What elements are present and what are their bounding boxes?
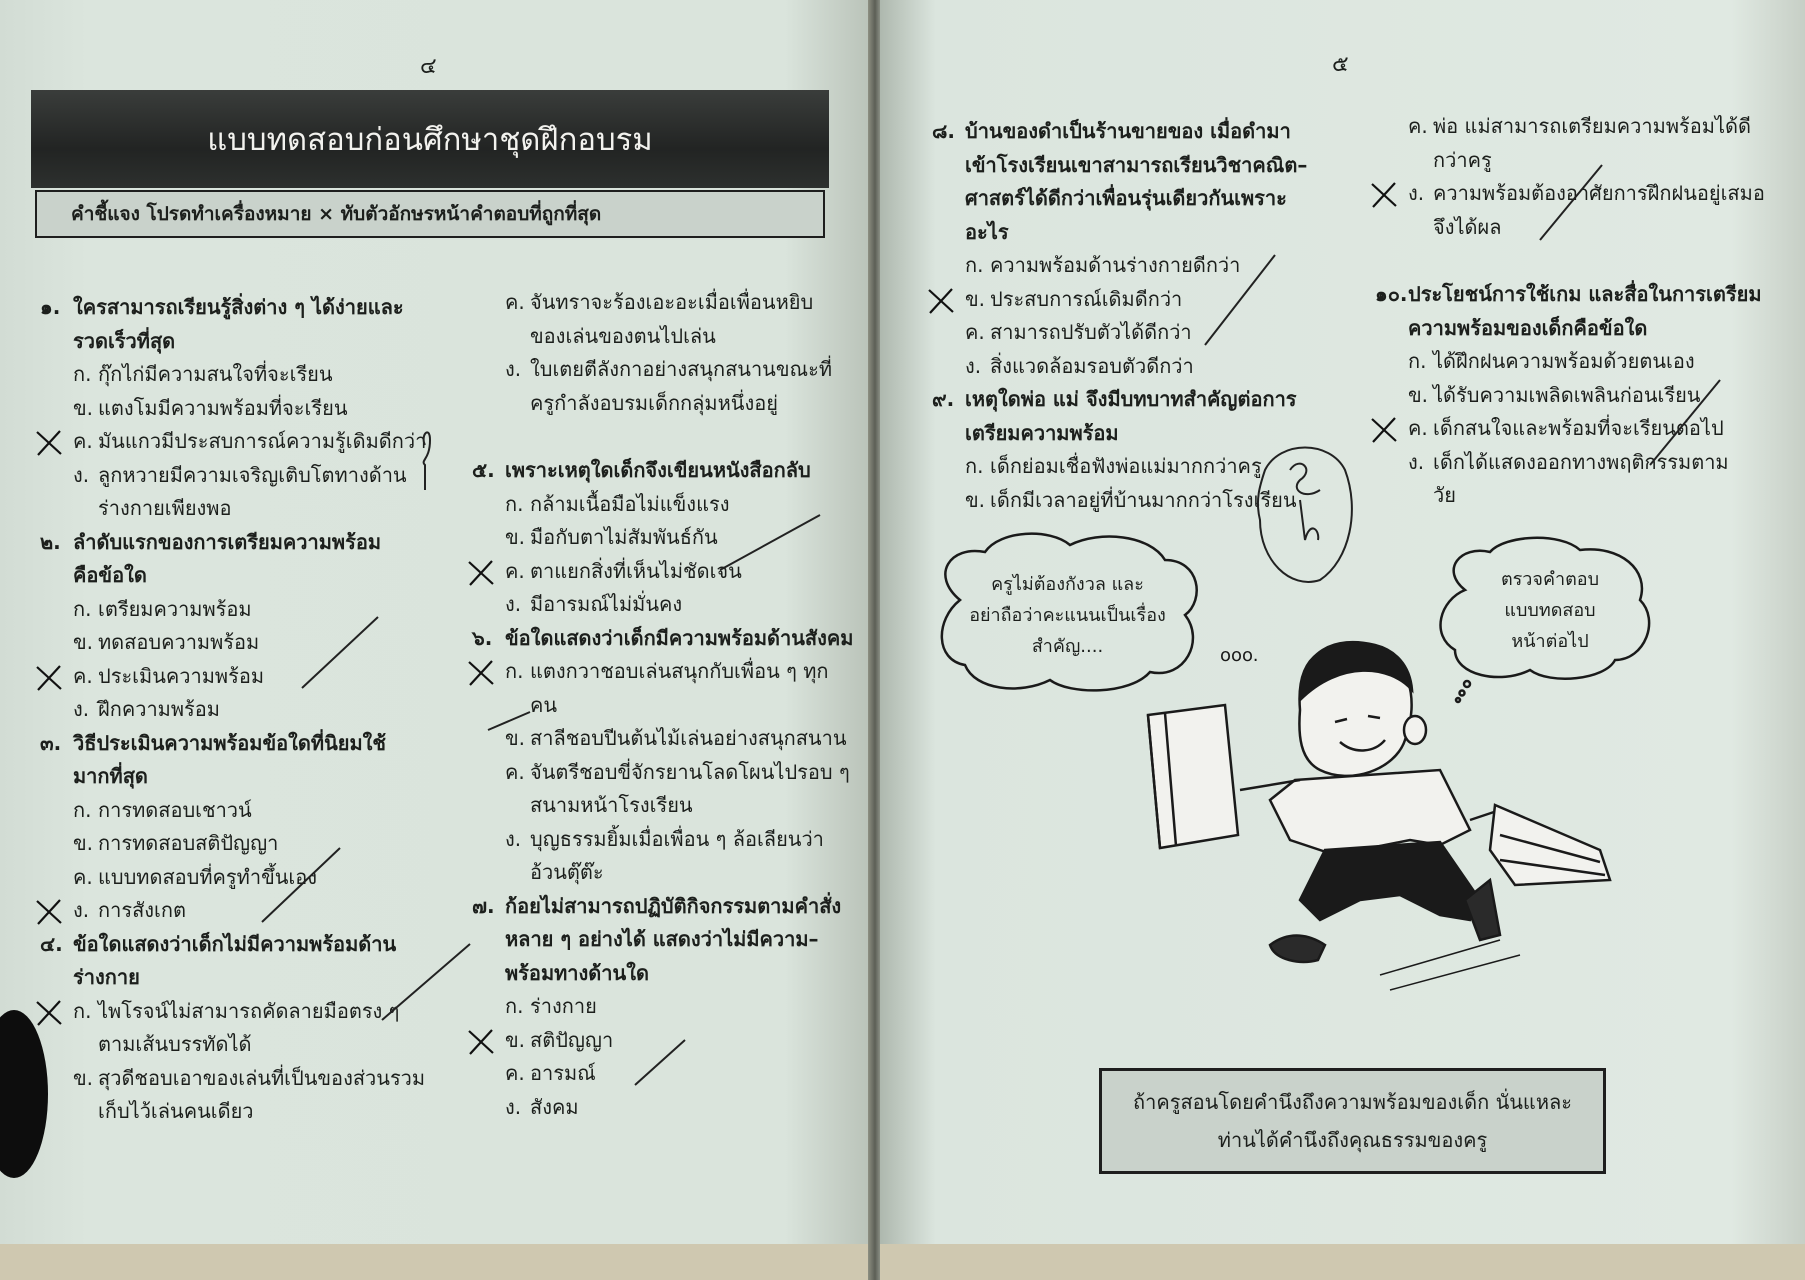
- option-letter: ค.: [73, 864, 93, 889]
- question-number: ๑๐.: [1375, 282, 1408, 306]
- option-line: [73, 1028, 426, 1062]
- answer-option[interactable]: [932, 450, 1307, 484]
- answer-option[interactable]: [932, 249, 1307, 283]
- answer-option[interactable]: [1375, 177, 1765, 244]
- option-line: [73, 358, 426, 392]
- option-line: [505, 990, 853, 1024]
- option-letter: ค.: [1408, 416, 1428, 440]
- option-text: สนามหน้าโรงเรียน: [530, 793, 693, 817]
- x-mark-icon: [926, 287, 956, 315]
- option-line: [965, 249, 1307, 283]
- option-text: ของเล่นของตนไปเล่น: [530, 323, 716, 348]
- question-number: ๑.: [40, 295, 61, 319]
- option-text: เด็กสนใจและพร้อมที่จะเรียนต่อไป: [1433, 416, 1724, 440]
- answer-option[interactable]: [40, 593, 426, 627]
- option-letter: ง.: [73, 697, 90, 721]
- option-letter: ง.: [965, 353, 982, 378]
- option-letter: ง.: [1408, 449, 1425, 474]
- option-line: [505, 521, 853, 555]
- question-column: [40, 291, 426, 1129]
- question-line: [40, 291, 426, 325]
- option-line: [73, 492, 426, 526]
- option-letter: ค.: [73, 429, 93, 453]
- question-text: รวดเร็วที่สุด: [73, 328, 176, 353]
- question: [472, 890, 853, 991]
- question-number: ๒.: [40, 529, 61, 554]
- question: [40, 928, 426, 995]
- question-line: [932, 417, 1307, 451]
- question-text: ความพร้อมของเด็กคือข้อใด: [1408, 315, 1648, 340]
- answer-option[interactable]: [1375, 345, 1765, 379]
- option-text: ร่างกาย: [530, 994, 597, 1018]
- question-text: ข้อใดแสดงว่าเด็กมีความพร้อมด้านสังคม: [505, 625, 854, 650]
- option-line: [1408, 177, 1765, 211]
- option-text: แตงกวาชอบเล่นสนุกกับเพื่อน ๆ ทุก: [530, 659, 829, 683]
- option-letter: ค.: [965, 320, 985, 344]
- option-letter: ก.: [505, 994, 524, 1018]
- option-letter: ข.: [965, 286, 986, 311]
- cloud-line: ตรวจคำตอบ: [1500, 568, 1600, 590]
- option-text: มือกับตาไม่สัมพันธ์กัน: [530, 525, 718, 549]
- question-text: พร้อมทางด้านใด: [505, 960, 649, 985]
- option-line: [505, 353, 853, 387]
- option-letter: ค.: [73, 663, 93, 688]
- option-letter: ก.: [505, 491, 524, 516]
- quote-line: ถ้าครูสอนโดยคำนึงถึงความพร้อมของเด็ก นั่นแหละ: [1132, 1090, 1573, 1114]
- option-line: [73, 894, 426, 928]
- answer-option[interactable]: [932, 316, 1307, 350]
- page-edge: [0, 1244, 872, 1280]
- question-column: [932, 115, 1307, 517]
- question-text: เตรียมความพร้อม: [965, 420, 1119, 445]
- question-text: อะไร: [965, 219, 1009, 244]
- question-text: คือข้อใด: [73, 563, 147, 587]
- question-line: [472, 622, 853, 656]
- option-line: [965, 484, 1307, 518]
- question: [472, 454, 853, 488]
- option-line: [73, 861, 426, 895]
- option-text: สังคม: [530, 1094, 579, 1119]
- x-mark-icon: [34, 999, 64, 1027]
- option-text: สติปัญญา: [530, 1027, 614, 1052]
- answer-option[interactable]: [472, 488, 853, 522]
- question-number: ๓.: [40, 730, 62, 755]
- option-letter: ข.: [73, 395, 94, 420]
- answer-option[interactable]: [472, 1024, 853, 1058]
- option-line: [505, 1091, 853, 1125]
- question-line: [932, 149, 1307, 183]
- option-line: [73, 425, 426, 459]
- option-letter: ข.: [965, 487, 986, 512]
- answer-option[interactable]: [472, 990, 853, 1024]
- option-line: [73, 794, 426, 828]
- option-letter: ก.: [965, 454, 984, 478]
- option-line: [1408, 479, 1765, 513]
- question-line: [932, 216, 1307, 250]
- cloud-line: ครูไม่ต้องกังวล และ: [991, 573, 1144, 595]
- answer-option[interactable]: [472, 756, 853, 823]
- option-letter: ค.: [505, 1061, 525, 1085]
- option-text: เตรียมความพร้อม: [98, 596, 252, 621]
- option-text: กล้ามเนื้อมือไม่แข็งแรง: [530, 491, 730, 516]
- cloud-right-text: [1460, 555, 1640, 665]
- option-line: [73, 459, 426, 493]
- option-text: เด็กย่อมเชื่อฟังพ่อแม่มากกว่าครู: [990, 454, 1262, 478]
- option-letter: ง.: [73, 898, 90, 922]
- page-number: ๕: [1332, 52, 1349, 77]
- option-letter: ก.: [965, 253, 984, 277]
- question-text: หลาย ๆ อย่างได้ แสดงว่าไม่มีความ–: [505, 927, 819, 951]
- option-text: จันตรีชอบขี่จักรยานโลดโผนไปรอบ ๆ: [530, 759, 850, 784]
- question-line: [472, 890, 853, 924]
- question-text: ใครสามารถเรียนรู้สิ่งต่าง ๆ ได้ง่ายและ: [73, 295, 404, 319]
- answer-option[interactable]: [1375, 110, 1765, 177]
- instructions: คำชี้แจง โปรดทำเครื่องหมาย × ทับตัวอักษรหน้าคำตอบที่ถูกที่สุด: [35, 190, 825, 238]
- option-line: [505, 555, 853, 589]
- option-letter: ข.: [73, 630, 94, 654]
- answer-option[interactable]: [40, 1062, 426, 1129]
- answer-option[interactable]: [472, 588, 853, 622]
- answer-option[interactable]: [472, 722, 853, 756]
- option-line: [505, 588, 853, 622]
- answer-option[interactable]: [40, 459, 426, 526]
- cloud-line: แบบทดสอบ: [1504, 599, 1596, 621]
- option-line: [505, 823, 853, 857]
- option-line: [505, 689, 853, 723]
- question-line: [1375, 278, 1765, 312]
- question-text: ลำดับแรกของการเตรียมความพร้อม: [73, 529, 382, 554]
- answer-option[interactable]: [472, 353, 853, 420]
- question-text: เข้าโรงเรียนเขาสามารถเรียนวิชาคณิต–: [965, 152, 1308, 177]
- option-text: ทดสอบความพร้อม: [98, 630, 260, 654]
- question-line: [1375, 312, 1765, 346]
- question-line: [40, 325, 426, 359]
- option-line: [73, 995, 426, 1029]
- question-number: ๕.: [472, 458, 495, 482]
- question-text: ก้อยไม่สามารถปฏิบัติกิจกรรมตามคำสั่ง: [505, 893, 842, 918]
- option-text: ตาแยกสิ่งที่เห็นไม่ชัดเจน: [530, 558, 742, 583]
- option-text: ใบเตยตีลังกาอย่างสนุกสนานขณะที่: [530, 357, 833, 381]
- option-text: ลูกหวายมีความเจริญเติบโตทางด้าน: [98, 462, 407, 487]
- option-text: เด็กมีเวลาอยู่ที่บ้านมากกว่าโรงเรียน: [990, 487, 1297, 512]
- x-mark-icon: [466, 559, 496, 587]
- x-mark-icon: [1369, 416, 1399, 444]
- option-text: วัย: [1433, 483, 1456, 507]
- question: [472, 622, 853, 656]
- option-line: [505, 286, 853, 320]
- option-letter: ค.: [505, 558, 525, 583]
- option-line: [505, 1024, 853, 1058]
- answer-option[interactable]: [40, 660, 426, 694]
- thought-dots: ooo.: [1220, 645, 1259, 666]
- question-line: [40, 928, 426, 962]
- option-text: อารมณ์: [530, 1061, 596, 1085]
- question-text: วิธีประเมินความพร้อมข้อใดที่นิยมใช้: [73, 730, 386, 755]
- option-text: เก็บไว้เล่นคนเดียว: [98, 1099, 254, 1123]
- question-line: [40, 961, 426, 995]
- option-letter: ก.: [73, 797, 92, 822]
- answer-option[interactable]: [932, 350, 1307, 384]
- option-text: ฝึกความพร้อม: [98, 697, 220, 721]
- option-text: แตงโมมีความพร้อมที่จะเรียน: [98, 395, 348, 420]
- question-line: [472, 923, 853, 957]
- answer-option[interactable]: [1375, 446, 1765, 513]
- option-text: สิ่งแวดล้อมรอบตัวดีกว่า: [990, 353, 1194, 378]
- option-letter: ง.: [505, 826, 522, 851]
- answer-option[interactable]: [40, 861, 426, 895]
- option-text: การสังเกต: [98, 898, 186, 922]
- option-line: [505, 789, 853, 823]
- question-number: ๔.: [40, 931, 63, 956]
- x-mark-icon: [466, 659, 496, 687]
- option-line: [73, 693, 426, 727]
- question-line: [40, 727, 426, 761]
- option-line: [73, 827, 426, 861]
- option-text: ไพโรจน์ไม่สามารถคัดลายมือตรง ๆ: [98, 998, 400, 1023]
- option-letter: ง.: [505, 357, 522, 381]
- answer-option[interactable]: [472, 1057, 853, 1091]
- question-line: [932, 383, 1307, 417]
- option-text: อ้วนตุ๊ต๊ะ: [530, 860, 604, 884]
- answer-option[interactable]: [932, 283, 1307, 317]
- option-letter: ค.: [505, 759, 525, 784]
- option-letter: ง.: [505, 1094, 522, 1119]
- question: [40, 526, 426, 593]
- question-line: [932, 115, 1307, 149]
- option-text: ตามเส้นบรรทัดได้: [98, 1032, 252, 1056]
- option-text: ประสบการณ์เดิมดีกว่า: [990, 286, 1183, 311]
- cloud-line: สำคัญ....: [1031, 635, 1104, 657]
- option-line: [505, 320, 853, 354]
- option-line: [73, 1095, 426, 1129]
- option-letter: ข.: [73, 831, 94, 855]
- option-text: สามารถปรับตัวได้ดีกว่า: [990, 320, 1192, 344]
- option-text: เด็กได้แสดงออกทางพฤติกรรมตาม: [1433, 449, 1729, 474]
- question-line: [40, 760, 426, 794]
- option-line: [505, 488, 853, 522]
- option-letter: ข.: [505, 525, 526, 549]
- answer-option[interactable]: [472, 655, 853, 722]
- option-line: [73, 593, 426, 627]
- option-letter: ก.: [73, 596, 92, 621]
- option-line: [1408, 446, 1765, 480]
- question-line: [472, 454, 853, 488]
- test-title: แบบทดสอบก่อนศึกษาชุดฝึกอบรม: [31, 90, 829, 188]
- option-letter: ค.: [505, 290, 525, 314]
- option-text: สุวดีชอบเอาของเล่นที่เป็นของส่วนรวม: [98, 1065, 426, 1090]
- question-line: [40, 559, 426, 593]
- question-number: ๘.: [932, 119, 956, 143]
- question: [40, 291, 426, 358]
- x-mark-icon: [34, 429, 64, 457]
- question-line: [472, 957, 853, 991]
- option-letter: ก.: [73, 998, 92, 1023]
- option-line: [1408, 211, 1765, 245]
- answer-option[interactable]: [1375, 379, 1765, 413]
- question-text: ประโยชน์การใช้เกม และสื่อในการเตรียม: [1408, 282, 1762, 306]
- option-letter: ก.: [1408, 349, 1427, 373]
- option-line: [73, 1062, 426, 1096]
- answer-option[interactable]: [40, 995, 426, 1062]
- option-text: ความพร้อมต้องอาศัยการฝึกฝนอยู่เสมอ: [1433, 181, 1765, 205]
- option-text: สาลีชอบปีนต้นไม้เล่นอย่างสนุกสนาน: [530, 726, 847, 750]
- option-line: [505, 387, 853, 421]
- question-column: [472, 286, 853, 1124]
- option-line: [1408, 412, 1765, 446]
- x-mark-icon: [1369, 181, 1399, 209]
- option-line: [1408, 110, 1765, 144]
- question-text: ข้อใดแสดงว่าเด็กไม่มีความพร้อมด้าน: [73, 931, 397, 956]
- option-line: [505, 722, 853, 756]
- question-text: ศาสตร์ได้ดีกว่าเพื่อนรุ่นเดียวกันเพราะ: [965, 186, 1287, 210]
- question-line: [932, 182, 1307, 216]
- page-edge: [880, 1244, 1805, 1280]
- question-number: ๗.: [472, 893, 495, 918]
- option-line: [965, 450, 1307, 484]
- answer-option[interactable]: [40, 827, 426, 861]
- question-text: เหตุใดพ่อ แม่ จึงมีบทบาทสำคัญต่อการ: [965, 387, 1297, 411]
- answer-option[interactable]: [40, 894, 426, 928]
- option-text: กว่าครู: [1433, 147, 1492, 172]
- option-text: มันแกวมีประสบการณ์ความรู้เดิมดีกว่า: [98, 429, 427, 453]
- option-letter: ง.: [505, 592, 522, 616]
- option-line: [1408, 144, 1765, 178]
- option-text: พ่อ แม่สามารถเตรียมความพร้อมได้ดี: [1433, 114, 1751, 138]
- option-letter: ข.: [73, 1065, 94, 1090]
- cloud-line: อย่าถือว่าคะแนนเป็นเรื่อง: [969, 604, 1166, 626]
- option-text: กุ๊กไก่มีความสนใจที่จะเรียน: [98, 362, 333, 386]
- option-line: [73, 626, 426, 660]
- question: [932, 115, 1307, 249]
- option-text: ครูกำลังอบรมเด็กกลุ่มหนึ่งอยู่: [530, 390, 778, 415]
- answer-option[interactable]: [40, 626, 426, 660]
- option-text: คน: [530, 692, 558, 717]
- option-letter: ข.: [505, 726, 526, 750]
- option-text: ได้ฝึกฝนความพร้อมด้วยตนเอง: [1433, 349, 1695, 373]
- quote-box: [1099, 1068, 1606, 1174]
- answer-option[interactable]: [932, 484, 1307, 518]
- question-number: ๖.: [472, 625, 493, 650]
- question-line: [40, 526, 426, 560]
- question-text: บ้านของดำเป็นร้านขายของ เมื่อดำมา: [965, 119, 1291, 143]
- x-mark-icon: [34, 664, 64, 692]
- left-page: [0, 0, 872, 1280]
- option-line: [965, 283, 1307, 317]
- option-letter: ก.: [73, 362, 92, 386]
- option-text: จึงได้ผล: [1433, 214, 1502, 239]
- answer-option[interactable]: [472, 521, 853, 555]
- option-text: จันทราจะร้องเอะอะเมื่อเพื่อนหยิบ: [530, 290, 814, 314]
- answer-option[interactable]: [472, 1091, 853, 1125]
- answer-option[interactable]: [472, 823, 853, 890]
- answer-option[interactable]: [472, 555, 853, 589]
- answer-option[interactable]: [40, 358, 426, 392]
- question-column: [1375, 110, 1765, 513]
- answer-option[interactable]: [40, 392, 426, 426]
- option-line: [505, 1057, 853, 1091]
- question-number: ๙.: [932, 387, 955, 411]
- option-line: [73, 392, 426, 426]
- cloud-left-text: [955, 560, 1180, 670]
- option-letter: ข.: [1408, 382, 1429, 407]
- answer-option[interactable]: [472, 286, 853, 353]
- option-line: [505, 756, 853, 790]
- option-text: แบบทดสอบที่ครูทำขึ้นเอง: [98, 864, 318, 889]
- option-text: ประเมินความพร้อม: [98, 663, 265, 688]
- question-text: ร่างกาย: [73, 965, 140, 989]
- option-letter: ง.: [73, 462, 90, 487]
- option-text: ได้รับความเพลิดเพลินก่อนเรียน: [1433, 382, 1701, 407]
- page-number: ๔: [420, 54, 437, 79]
- x-mark-icon: [34, 898, 64, 926]
- question: [932, 383, 1307, 450]
- x-mark-icon: [466, 1028, 496, 1056]
- option-letter: ก.: [505, 659, 524, 683]
- option-letter: ข.: [505, 1027, 526, 1052]
- option-line: [1408, 379, 1765, 413]
- answer-option[interactable]: [1375, 412, 1765, 446]
- option-letter: ง.: [1408, 181, 1425, 205]
- question-text: มากที่สุด: [73, 764, 148, 788]
- question-text: เพราะเหตุใดเด็กจึงเขียนหนังสือกลับ: [505, 458, 811, 482]
- option-line: [505, 856, 853, 890]
- option-line: [73, 660, 426, 694]
- option-text: การทดสอบเชาวน์: [98, 797, 252, 822]
- option-line: [965, 316, 1307, 350]
- option-text: ความพร้อมด้านร่างกายดีกว่า: [990, 253, 1241, 277]
- answer-option[interactable]: [40, 693, 426, 727]
- answer-option[interactable]: [40, 425, 426, 459]
- option-letter: ค.: [1408, 114, 1428, 138]
- option-text: การทดสอบสติปัญญา: [98, 831, 279, 855]
- option-line: [505, 655, 853, 689]
- option-text: บุญธรรมยิ้มเมื่อเพื่อน ๆ ล้อเลียนว่า: [530, 826, 824, 851]
- question: [40, 727, 426, 794]
- option-line: [965, 350, 1307, 384]
- option-text: มีอารมณ์ไม่มั่นคง: [530, 592, 683, 616]
- cloud-line: หน้าต่อไป: [1511, 630, 1589, 652]
- option-line: [1408, 345, 1765, 379]
- quote-line: ท่านได้คำนึงถึงคุณธรรมของครู: [1217, 1128, 1488, 1152]
- option-text: ร่างกายเพียงพอ: [98, 496, 232, 520]
- answer-option[interactable]: [40, 794, 426, 828]
- question: [1375, 278, 1765, 345]
